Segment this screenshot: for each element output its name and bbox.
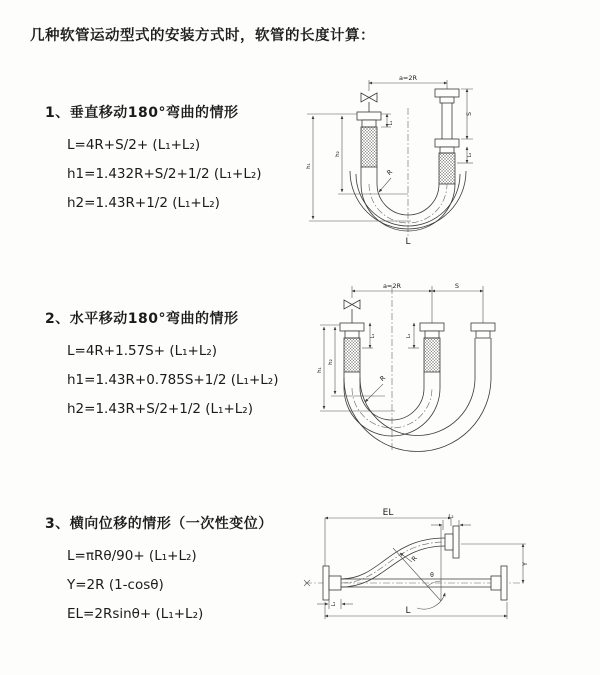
dim-label-h2: h₂	[335, 151, 341, 157]
dim-label-l2: L₂	[406, 333, 412, 339]
dim-label-l1: L₁	[388, 120, 394, 126]
length-label: L	[405, 237, 411, 247]
dimension-l1	[381, 114, 394, 127]
formula-line: h2=1.43R+1/2 (L₁+L₂)	[67, 195, 220, 211]
dim-label-h1: h₁	[317, 367, 323, 373]
section-3-heading: 3、横向位移的情形（一次性变位）	[45, 516, 273, 532]
radius-label: R	[378, 373, 388, 383]
formula-line: EL=2Rsinθ+ (L₁+L₂)	[67, 606, 204, 622]
lower-right-flange	[491, 566, 507, 600]
diagram-horizontal-180-bend	[295, 278, 590, 460]
dimension-s	[461, 89, 473, 139]
dimension-l	[325, 602, 507, 619]
braided-hose-section	[344, 338, 360, 372]
middle-fitting	[420, 323, 444, 338]
formula-line: L=4R+1.57S+ (L₁+L₂)	[67, 343, 218, 359]
braided-hose-section	[439, 153, 455, 184]
diagram-1-svg	[295, 66, 590, 262]
section-2	[45, 308, 325, 424]
dimension-l2	[406, 323, 419, 348]
braided-hose-section	[424, 338, 440, 372]
dimension-s	[432, 282, 483, 291]
length-label: L	[405, 606, 411, 616]
right-fitting-moved	[471, 323, 495, 338]
section-1	[45, 102, 325, 218]
radius-callout	[379, 168, 394, 192]
right-fitting	[435, 139, 459, 153]
section-2-heading: 2、水平移动180°弯曲的情形	[45, 311, 239, 327]
formula-line: Y=2R (1-cosθ)	[67, 577, 164, 593]
valve-icon	[344, 300, 360, 323]
dimension-l1	[317, 599, 353, 609]
section-1-heading: 1、垂直移动180°弯曲的情形	[45, 105, 239, 121]
left-fitting	[340, 323, 364, 338]
right-fitting-moved	[435, 89, 459, 103]
dimension-l2	[457, 147, 473, 163]
theta-label: θ	[430, 572, 434, 579]
pipe-moved-position	[442, 103, 452, 139]
hose-displaced-position	[341, 538, 445, 587]
page-title: 几种软管运动型式的安装方式时，软管的长度计算：	[30, 28, 375, 44]
formula-line: L=4R+S/2+ (L₁+L₂)	[67, 137, 201, 153]
hose-u-bend	[344, 378, 491, 451]
dimension-a-2r	[352, 282, 483, 323]
dim-label-l1: L₁	[331, 601, 337, 607]
diagram-lateral-displacement	[293, 496, 593, 644]
upper-right-flange	[445, 526, 459, 558]
dim-label-l2: L₂	[448, 514, 454, 520]
formula-line: h1=1.43R+0.785S+1/2 (L₁+L₂)	[67, 372, 279, 388]
dim-label-l1: L₁	[370, 333, 376, 339]
radius-label: R	[385, 167, 395, 177]
left-fitting	[357, 112, 381, 127]
formula-line: h1=1.432R+S/2+1/2 (L₁+L₂)	[67, 166, 262, 182]
dim-label-a2r: a=2R	[382, 282, 402, 290]
section-3	[45, 513, 325, 629]
dimension-a-2r	[369, 74, 447, 91]
formula-line: L=πRθ/90+ (L₁+L₂)	[67, 548, 197, 564]
diagram-3-svg	[293, 496, 593, 644]
radius-callout	[365, 374, 387, 402]
left-flange	[323, 566, 341, 600]
dim-label-el: EL	[382, 508, 394, 518]
braided-hose-section	[361, 127, 377, 167]
valve-icon	[361, 93, 377, 112]
diagram-2-svg	[295, 278, 590, 460]
formula-line: h2=1.43R+S/2+1/2 (L₁+L₂)	[67, 401, 253, 417]
dim-label-h1: h₁	[306, 163, 312, 169]
diagram-vertical-180-bend	[295, 66, 590, 262]
dim-label-y: Y	[521, 562, 529, 566]
dim-label-h2: h₂	[328, 359, 334, 365]
radius-label: R	[409, 554, 419, 564]
dimension-el	[325, 508, 454, 574]
dim-label-s: S	[466, 112, 473, 116]
hose-left-leg	[361, 167, 377, 184]
dim-label-a2r: a=2R	[398, 74, 418, 82]
dimension-h1	[306, 114, 411, 221]
dim-label-s: S	[454, 282, 460, 290]
pipe-moved-position	[475, 338, 491, 378]
dim-label-l2: L₂	[467, 152, 473, 158]
